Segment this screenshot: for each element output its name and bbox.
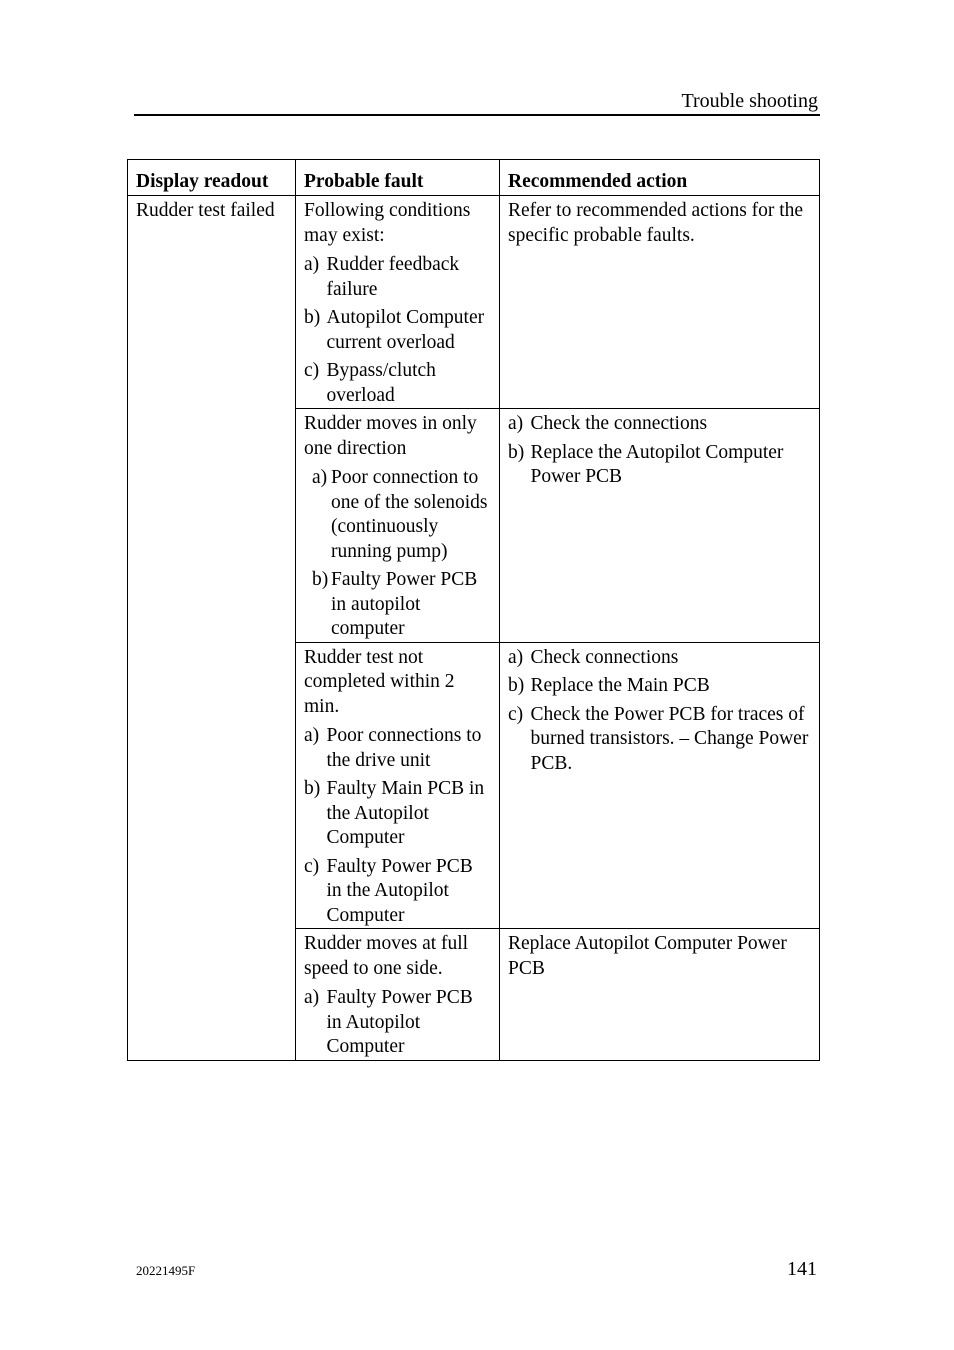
display-readout-cell (128, 196, 296, 1061)
fault-item (304, 253, 491, 302)
fault-intro: Following conditions may exist: (304, 200, 471, 246)
action-text: Refer to recommended actions for the specific probable faults. (508, 200, 804, 246)
fault-item (304, 359, 491, 408)
fault-item-text: Poor connection to one of the solenoids (continuously running pump) (331, 467, 488, 562)
column-header-recommended-action: Recommended action (500, 160, 820, 196)
fault-intro: Rudder moves in only one direction (304, 413, 477, 459)
document-code: 20221495F (136, 1263, 196, 1278)
fault-item-label: b) (304, 778, 321, 799)
fault-item (304, 306, 491, 355)
recommended-action-cell (500, 642, 820, 929)
action-item-label: a) (508, 413, 524, 434)
action-item (508, 646, 811, 671)
action-item (508, 703, 811, 777)
probable-fault-cell (296, 929, 500, 1061)
column-header-probable-fault: Probable fault (296, 160, 500, 196)
action-item-text: Check connections (530, 646, 679, 668)
fault-item-label: a) (312, 467, 328, 488)
action-item (508, 674, 811, 699)
action-item-label: c) (508, 703, 524, 725)
display-readout-text: Rudder test failed (136, 200, 275, 221)
fault-item-text: Faulty Power PCB in autopilot computer (331, 569, 478, 639)
troubleshooting-table (127, 159, 820, 1061)
fault-item-label: a) (304, 987, 320, 1008)
probable-fault-cell (296, 196, 500, 409)
fault-item-label: c) (304, 855, 320, 877)
fault-item-label: a) (304, 725, 320, 746)
fault-item (304, 568, 491, 642)
fault-item (304, 466, 491, 564)
fault-item-label: b) (304, 307, 321, 328)
fault-item-text: Autopilot Computer current overload (326, 307, 485, 353)
page-header-title: Trouble shooting (681, 90, 818, 112)
action-item-text: Check the Power PCB for traces of burned transistors. – Change Power PCB. (530, 703, 809, 774)
action-item-label: b) (508, 675, 525, 696)
page-number: 141 (787, 1258, 817, 1280)
fault-item-text: Faulty Power PCB in Autopilot Computer (326, 987, 473, 1057)
action-item-label: b) (508, 441, 525, 463)
fault-item-label: a) (304, 254, 320, 275)
action-item (508, 412, 811, 437)
fault-item (304, 855, 491, 929)
recommended-action-cell (500, 409, 820, 643)
fault-intro: Rudder test not completed within 2 min. (304, 646, 455, 717)
fault-item-text: Faulty Power PCB in the Autopilot Computer (326, 855, 473, 926)
action-item-text: Replace the Main PCB (530, 675, 710, 696)
action-item-label: a) (508, 646, 524, 668)
fault-item (304, 777, 491, 851)
action-item-text: Replace the Autopilot Computer Power PCB (530, 441, 784, 487)
action-text: Replace Autopilot Computer Power PCB (508, 933, 787, 979)
recommended-action-cell (500, 929, 820, 1061)
fault-intro: Rudder moves at full speed to one side. (304, 933, 469, 979)
fault-item (304, 724, 491, 773)
fault-item-text: Bypass/clutch overload (326, 360, 436, 406)
action-item-text: Check the connections (530, 413, 708, 434)
probable-fault-cell (296, 409, 500, 643)
fault-item-text: Poor connections to the drive unit (326, 725, 482, 771)
probable-fault-cell (296, 642, 500, 929)
fault-item-text: Rudder feedback failure (326, 254, 460, 300)
table-header-row (128, 160, 820, 196)
fault-item (304, 986, 491, 1060)
action-item (508, 441, 811, 490)
fault-item-label: b) (312, 569, 329, 590)
fault-item-label: c) (304, 360, 320, 381)
table-row (128, 196, 820, 409)
column-header-display-readout: Display readout (128, 160, 296, 196)
recommended-action-cell (500, 196, 820, 409)
header-rule (134, 114, 820, 116)
fault-item-text: Faulty Main PCB in the Autopilot Computer (326, 778, 485, 848)
